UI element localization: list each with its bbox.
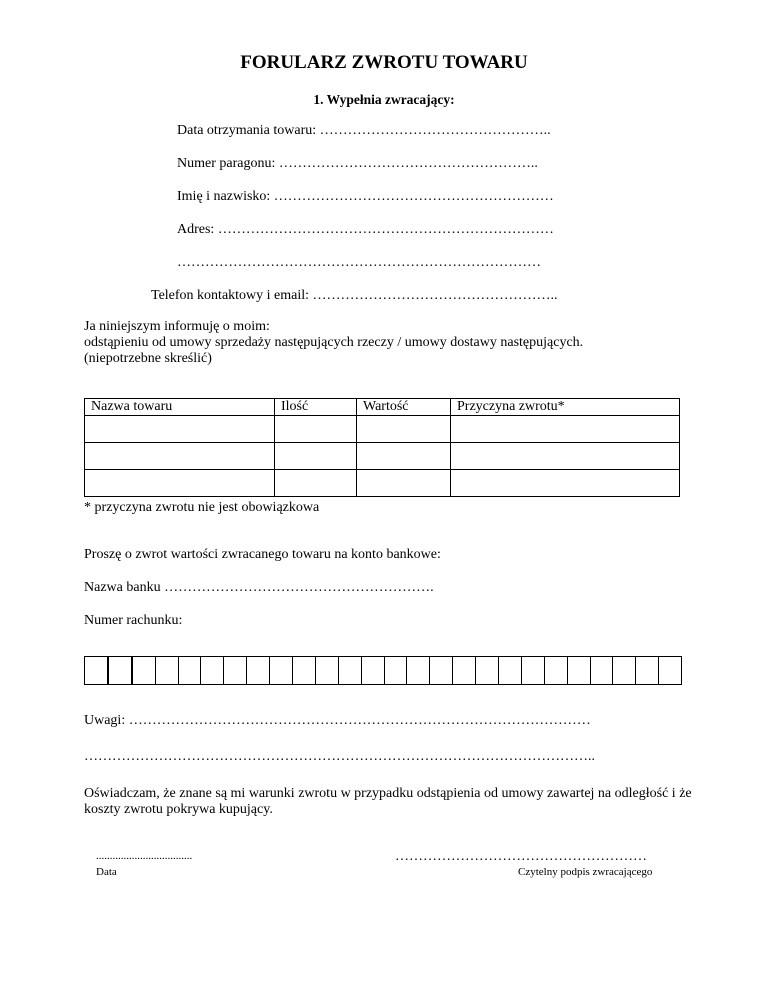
account-digit-box[interactable] (659, 657, 681, 684)
account-digit-box[interactable] (362, 657, 385, 684)
table-cell[interactable] (451, 443, 680, 470)
table-cell[interactable] (275, 443, 357, 470)
account-digit-box[interactable] (133, 657, 156, 684)
account-number-boxes[interactable] (84, 656, 682, 685)
account-digit-box[interactable] (179, 657, 202, 684)
table-cell[interactable] (357, 470, 451, 497)
table-note: * przyczyna zwrotu nie jest obowiązkowa (84, 500, 320, 515)
declaration-line2: odstąpieniu od umowy sprzedaży następujących rzeczy / umowy dostawy następujących. (84, 335, 584, 350)
account-digit-box[interactable] (453, 657, 476, 684)
field-address-line2[interactable]: …………………………………………………………………… (177, 255, 541, 270)
account-digit-box[interactable] (407, 657, 430, 684)
account-label: Numer rachunku: (84, 613, 183, 628)
table-cell[interactable] (451, 416, 680, 443)
account-digit-box[interactable] (522, 657, 545, 684)
section-heading: 1. Wypełnia zwracający: (313, 92, 455, 107)
table-row[interactable] (85, 470, 680, 497)
account-digit-box[interactable] (85, 657, 109, 684)
field-notes[interactable]: Uwagi: ……………………………………………………………………………………… (84, 713, 591, 728)
account-digit-box[interactable] (270, 657, 293, 684)
account-digit-box[interactable] (568, 657, 591, 684)
account-digit-box[interactable] (247, 657, 270, 684)
account-digit-box[interactable] (385, 657, 408, 684)
field-address[interactable]: Adres: ……………………………………………………………… (177, 222, 554, 237)
account-digit-box[interactable] (430, 657, 453, 684)
table-cell[interactable] (85, 416, 275, 443)
account-digit-box[interactable] (591, 657, 614, 684)
signature-line[interactable]: ……………………………………………… (395, 849, 647, 864)
table-cell[interactable] (275, 470, 357, 497)
account-digit-box[interactable] (201, 657, 224, 684)
date-signature-line[interactable]: ................................... (96, 850, 193, 862)
account-digit-box[interactable] (224, 657, 247, 684)
signature-label: Czytelny podpis zwracającego (518, 866, 653, 878)
table-row[interactable] (85, 416, 680, 443)
account-digit-box[interactable] (109, 657, 133, 684)
table-cell[interactable] (357, 443, 451, 470)
header-return-reason: Przyczyna zwrotu* (451, 399, 680, 416)
account-digit-box[interactable] (339, 657, 362, 684)
field-name[interactable]: Imię i nazwisko: …………………………………………………… (177, 189, 554, 204)
table-cell[interactable] (85, 470, 275, 497)
table-cell[interactable] (451, 470, 680, 497)
table-row[interactable] (85, 443, 680, 470)
header-value: Wartość (357, 399, 451, 416)
header-product-name: Nazwa towaru (85, 399, 275, 416)
account-digit-box[interactable] (293, 657, 316, 684)
form-title: FORULARZ ZWROTU TOWARU (240, 52, 528, 73)
field-date-received[interactable]: Data otrzymania towaru: ………………………………………….. (177, 123, 551, 138)
table-cell[interactable] (357, 416, 451, 443)
account-digit-box[interactable] (476, 657, 499, 684)
table-cell[interactable] (85, 443, 275, 470)
declaration-block (84, 319, 704, 367)
field-bank-name[interactable]: Nazwa banku …………………………………………………. (84, 580, 434, 595)
declaration-line1: Ja niniejszym informuję o moim: (84, 319, 270, 334)
account-digit-box[interactable] (636, 657, 659, 684)
table-header-row (85, 399, 680, 416)
table-cell[interactable] (275, 416, 357, 443)
field-receipt-number[interactable]: Numer paragonu: ……………………………………………….. (177, 156, 538, 171)
field-notes-line2[interactable]: ……………………………………………………………………………………………….. (84, 749, 595, 764)
date-label: Data (96, 866, 117, 878)
account-digit-box[interactable] (316, 657, 339, 684)
account-digit-box[interactable] (499, 657, 522, 684)
statement: Oświadczam, że znane są mi warunki zwrotu w przypadku odstąpienia od umowy zawartej na odległość i że koszty zwrotu pokrywa kupujący. (84, 786, 692, 817)
account-digit-box[interactable] (545, 657, 568, 684)
goods-table (84, 398, 680, 497)
account-digit-box[interactable] (613, 657, 636, 684)
account-digit-box[interactable] (156, 657, 179, 684)
refund-intro: Proszę o zwrot wartości zwracanego towaru na konto bankowe: (84, 547, 441, 562)
header-quantity: Ilość (275, 399, 357, 416)
declaration-line3: (niepotrzebne skreślić) (84, 351, 212, 366)
field-phone-email[interactable]: Telefon kontaktowy i email: …………………………………………….. (151, 288, 558, 303)
